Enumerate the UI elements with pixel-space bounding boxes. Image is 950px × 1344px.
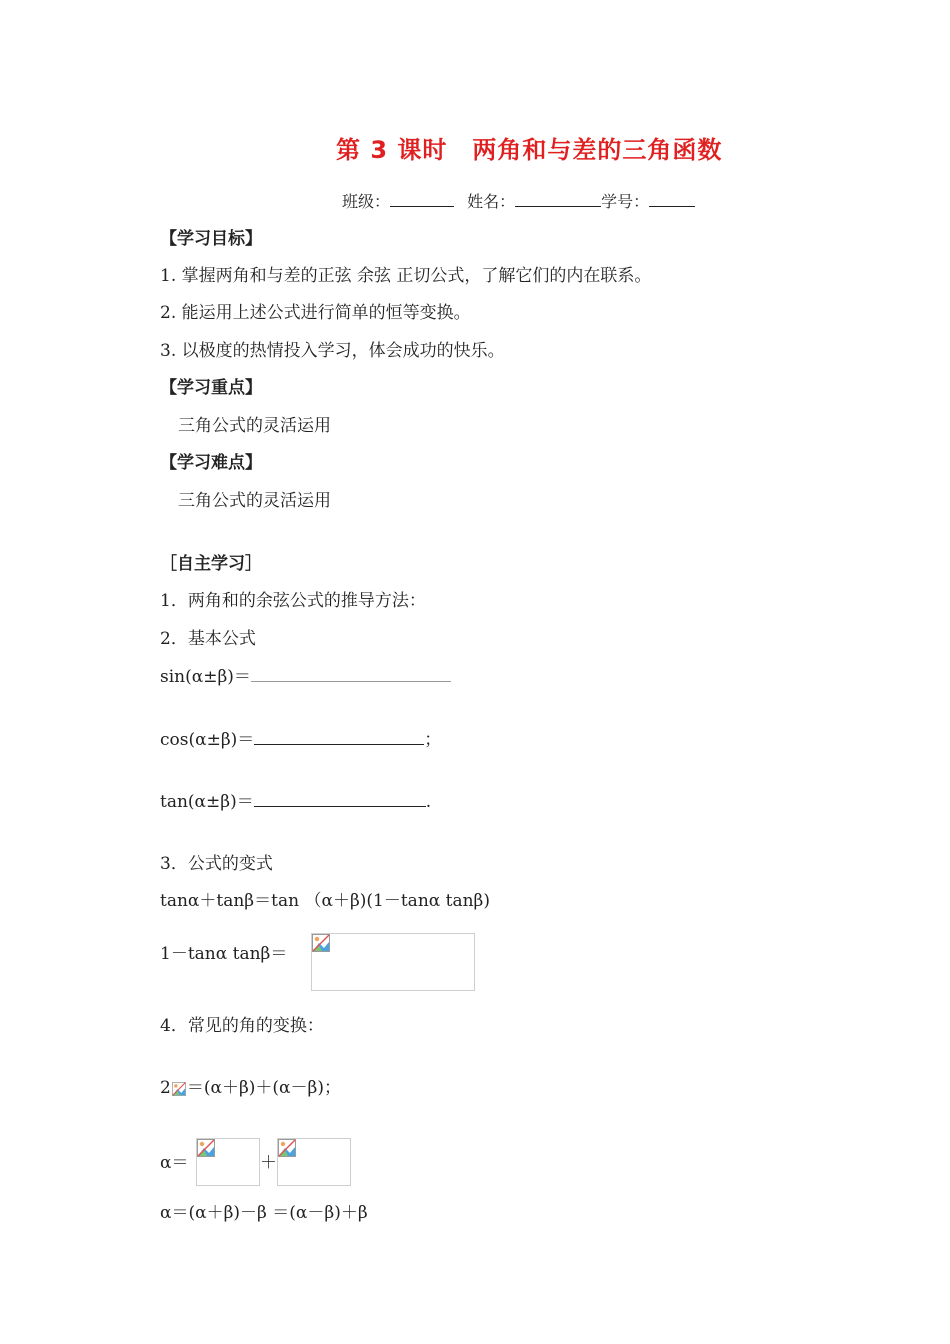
goal-item-3: 3. 以极度的热情投入学习，体会成功的快乐。 xyxy=(160,341,505,361)
angle2-plus: ＋ xyxy=(260,1153,277,1173)
variant-2: 1－tanα tanβ＝ xyxy=(160,944,288,964)
broken-image-icon xyxy=(278,1139,296,1157)
self-study-heading: ［自主学习］ xyxy=(160,554,262,574)
goal-item-1: 1. 掌握两角和与差的正弦 余弦 正切公式，了解它们的内在联系。 xyxy=(160,266,652,286)
class-label: 班级： xyxy=(342,192,391,211)
tan-blank xyxy=(254,790,426,807)
page-title: 第 3 课时 两角和与差的三角函数 xyxy=(336,136,723,164)
goal-item-2: 2. 能运用上述公式进行简单的恒等变换。 xyxy=(160,303,471,323)
sin-formula-line xyxy=(160,665,451,688)
question-2: 2．基本公式 xyxy=(160,629,256,649)
number-label: 学号： xyxy=(601,192,650,211)
broken-image-icon xyxy=(171,1082,187,1096)
tan-end: . xyxy=(425,792,432,812)
question-3: 3．公式的变式 xyxy=(160,854,273,874)
sin-blank xyxy=(251,665,451,682)
key-heading: 【学习重点】 xyxy=(160,378,262,398)
broken-image-icon xyxy=(197,1139,215,1157)
sin-formula: sin(α±β)＝ xyxy=(160,667,251,687)
cos-end: ； xyxy=(424,730,442,750)
angle2-image-box-2 xyxy=(277,1138,351,1186)
key-text: 三角公式的灵活运用 xyxy=(178,416,331,436)
angle1-rest: ＝(α＋β)＋(α－β)； xyxy=(186,1078,341,1098)
angle-transform-1 xyxy=(160,1077,341,1099)
formula-image-box xyxy=(311,933,475,991)
cos-blank xyxy=(254,728,424,745)
angle1-prefix: 2 xyxy=(160,1078,171,1098)
name-blank xyxy=(515,190,601,207)
question-1: 1．两角和的余弦公式的推导方法： xyxy=(160,591,426,611)
angle-transform-3: α＝(α＋β)－β ＝(α－β)＋β xyxy=(160,1203,368,1223)
question-4: 4．常见的角的变换： xyxy=(160,1016,324,1036)
broken-image-icon xyxy=(312,934,330,952)
tan-formula-line xyxy=(160,790,431,813)
cos-formula-line xyxy=(160,728,441,751)
name-label: 姓名： xyxy=(467,192,516,211)
angle2-image-box-1 xyxy=(196,1138,260,1186)
goals-heading: 【学习目标】 xyxy=(160,229,262,249)
difficulty-heading: 【学习难点】 xyxy=(160,453,262,473)
angle2-prefix: α＝ xyxy=(160,1153,189,1173)
class-blank xyxy=(390,190,454,207)
difficulty-text: 三角公式的灵活运用 xyxy=(178,491,331,511)
number-blank xyxy=(649,190,695,207)
tan-formula: tan(α±β)＝ xyxy=(160,792,254,812)
cos-formula: cos(α±β)＝ xyxy=(160,730,255,750)
student-info-line xyxy=(342,190,695,213)
variant-1: tanα＋tanβ＝tan （α＋β)(1－tanα tanβ) xyxy=(160,891,491,911)
